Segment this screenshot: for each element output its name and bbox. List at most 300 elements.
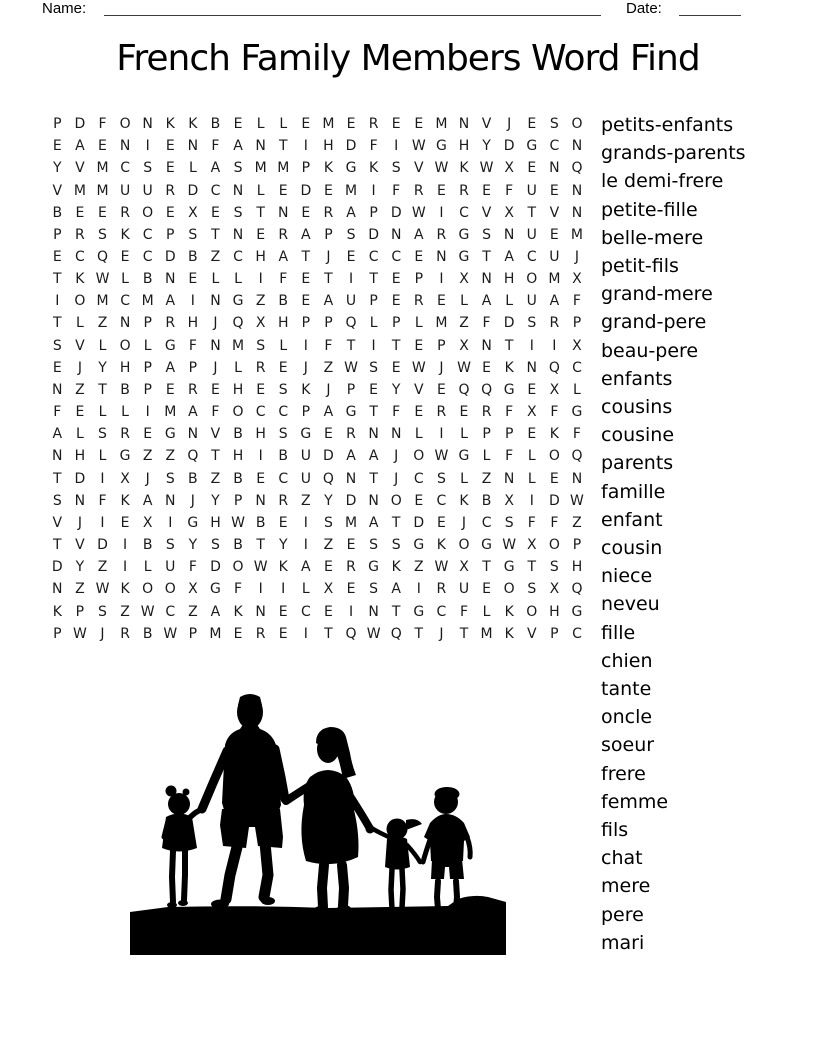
grid-letter: M	[435, 315, 448, 332]
grid-letter: E	[188, 271, 198, 288]
grid-letter: C	[75, 249, 85, 266]
grid-letter: K	[120, 492, 130, 509]
grid-letter: R	[165, 182, 176, 199]
grid-letter: O	[548, 537, 560, 554]
grid-letter: S	[391, 537, 401, 554]
grid-letter: T	[256, 537, 265, 554]
grid-letter: E	[414, 404, 424, 421]
grid-letter: H	[210, 514, 221, 531]
word-list-item: belle-mere	[601, 226, 704, 249]
grid-letter: L	[414, 426, 423, 443]
grid-letter: E	[256, 470, 266, 487]
grid-letter: W	[457, 359, 471, 376]
grid-letter: P	[324, 315, 333, 332]
grid-letter: E	[256, 381, 266, 398]
grid-letter: W	[366, 625, 381, 642]
grid-letter: Z	[97, 315, 108, 332]
grid-letter: D	[368, 226, 379, 243]
grid-letter: K	[233, 603, 243, 620]
grid-letter: Z	[572, 514, 582, 531]
grid-letter: W	[411, 138, 426, 155]
grid-letter: T	[391, 514, 401, 531]
grid-letter: A	[549, 293, 560, 310]
grid-letter: K	[459, 160, 469, 177]
grid-letter: R	[255, 359, 266, 376]
grid-letter: E	[278, 514, 288, 531]
word-list-item: mere	[601, 875, 651, 898]
word-list-item: grands-parents	[601, 142, 746, 165]
grid-letter: F	[392, 182, 401, 199]
grid-letter: T	[301, 249, 311, 266]
grid-letter: T	[369, 470, 378, 487]
grid-letter: P	[75, 603, 85, 620]
word-list-item: le demi-frere	[601, 170, 724, 193]
grid-letter: S	[188, 226, 198, 243]
grid-letter: E	[52, 249, 62, 266]
grid-letter: V	[414, 381, 424, 398]
grid-letter: C	[526, 249, 537, 266]
grid-letter: D	[97, 537, 108, 554]
grid-letter: Q	[345, 315, 357, 332]
grid-letter: M	[164, 404, 177, 421]
grid-letter: O	[571, 116, 583, 133]
grid-letter: H	[458, 138, 470, 155]
grid-letter: D	[187, 182, 199, 199]
grid-letter: E	[165, 204, 175, 221]
grid-letter: Q	[571, 581, 583, 598]
grid-letter: A	[165, 359, 176, 376]
grid-letter: F	[527, 514, 536, 531]
grid-letter: N	[526, 359, 537, 376]
grid-letter: H	[119, 359, 131, 376]
grid-letter: H	[571, 559, 583, 576]
grid-letter: U	[549, 249, 560, 266]
grid-letter: E	[346, 116, 356, 133]
grid-letter: C	[255, 404, 266, 421]
grid-letter: L	[234, 271, 242, 288]
grid-letter: R	[413, 182, 424, 199]
grid-letter: N	[255, 492, 266, 509]
grid-letter: M	[277, 160, 290, 177]
grid-letter: C	[436, 603, 447, 620]
grid-letter: E	[75, 204, 85, 221]
grid-letter: P	[482, 426, 491, 443]
grid-letter: S	[278, 381, 288, 398]
grid-letter: E	[143, 426, 153, 443]
grid-letter: C	[233, 249, 243, 266]
grid-letter: V	[75, 160, 85, 177]
grid-letter: V	[481, 116, 492, 133]
grid-letter: W	[95, 271, 110, 288]
grid-letter: L	[143, 559, 152, 576]
grid-letter: D	[345, 138, 357, 155]
grid-letter: M	[209, 625, 222, 642]
grid-letter: E	[482, 581, 491, 598]
grid-letter: G	[481, 537, 492, 554]
grid-letter: C	[165, 603, 176, 620]
grid-letter: U	[526, 226, 537, 243]
grid-letter: P	[188, 625, 198, 642]
grid-letter: B	[188, 249, 198, 266]
grid-letter: Z	[414, 559, 424, 576]
grid-letter: L	[98, 404, 107, 421]
grid-letter: J	[326, 249, 331, 266]
grid-letter: P	[53, 116, 62, 133]
grid-letter: P	[53, 625, 62, 642]
grid-letter: M	[232, 337, 245, 354]
word-list-item: beau-pere	[601, 339, 699, 362]
grid-letter: G	[503, 381, 515, 398]
grid-letter: I	[100, 514, 105, 531]
grid-letter: O	[458, 537, 470, 554]
grid-letter: E	[323, 182, 333, 199]
grid-letter: N	[74, 492, 86, 509]
grid-letter: H	[323, 138, 334, 155]
grid-letter: B	[142, 625, 153, 642]
grid-letter: N	[390, 426, 402, 443]
grid-letter: H	[232, 448, 244, 465]
grid-letter: L	[369, 315, 378, 332]
grid-letter: T	[211, 226, 220, 243]
grid-letter: A	[210, 603, 221, 620]
grid-letter: B	[142, 537, 153, 554]
grid-letter: S	[52, 492, 62, 509]
grid-letter: B	[278, 448, 289, 465]
grid-letter: S	[165, 470, 175, 487]
grid-letter: M	[548, 271, 561, 288]
name-label: Name:	[42, 0, 87, 17]
grid-letter: E	[346, 581, 356, 598]
grid-letter: A	[301, 559, 311, 576]
grid-letter: J	[394, 448, 399, 465]
grid-letter: X	[572, 271, 582, 288]
grid-letter: U	[526, 182, 537, 199]
grid-letter: D	[323, 448, 334, 465]
grid-letter: P	[166, 226, 175, 243]
grid-letter: X	[459, 271, 469, 288]
word-list-item: fille	[601, 621, 636, 644]
grid-letter: S	[391, 160, 401, 177]
grid-letter: E	[527, 116, 537, 133]
grid-letter: C	[278, 470, 289, 487]
grid-letter: I	[145, 404, 150, 421]
grid-letter: F	[505, 182, 514, 199]
grid-letter: V	[414, 160, 424, 177]
grid-letter: C	[142, 226, 153, 243]
grid-letter: L	[482, 603, 491, 620]
grid-letter: F	[505, 404, 514, 421]
grid-letter: B	[255, 514, 266, 531]
grid-letter: A	[481, 293, 492, 310]
grid-letter: R	[278, 492, 289, 509]
grid-letter: I	[348, 271, 354, 288]
grid-letter: B	[278, 293, 289, 310]
grid-letter: A	[188, 404, 198, 421]
grid-letter: N	[345, 470, 357, 487]
grid-letter: Z	[323, 359, 334, 376]
grid-letter: L	[121, 404, 129, 421]
grid-letter: P	[437, 337, 446, 354]
grid-letter: E	[549, 226, 559, 243]
grid-letter: E	[323, 603, 333, 620]
grid-letter: P	[143, 381, 152, 398]
grid-letter: R	[481, 404, 492, 421]
grid-letter: F	[98, 492, 107, 509]
grid-letter: T	[98, 381, 107, 398]
grid-letter: S	[98, 226, 107, 243]
grid-letter: N	[368, 492, 379, 509]
grid-letter: T	[369, 404, 378, 421]
word-list-item: oncle	[601, 706, 653, 729]
grid-letter: D	[300, 182, 312, 199]
grid-letter: I	[145, 138, 150, 155]
grid-letter: I	[303, 138, 308, 155]
grid-letter: S	[143, 160, 153, 177]
grid-letter: C	[549, 138, 560, 155]
grid-letter: R	[255, 625, 266, 642]
grid-letter: N	[549, 160, 560, 177]
grid-letter: W	[479, 160, 494, 177]
grid-letter: Q	[187, 448, 199, 465]
grid-letter: T	[211, 448, 220, 465]
grid-letter: P	[504, 426, 514, 443]
grid-letter: R	[120, 426, 130, 443]
grid-letter: P	[572, 315, 582, 332]
grid-letter: E	[323, 426, 333, 443]
grid-letter: L	[256, 116, 265, 133]
grid-letter: C	[572, 359, 582, 376]
word-list-item: chat	[601, 847, 643, 870]
grid-letter: G	[413, 537, 425, 554]
word-list-item: soeur	[601, 734, 655, 757]
grid-letter: A	[368, 514, 379, 531]
grid-letter: F	[279, 271, 288, 288]
grid-letter: R	[368, 116, 379, 133]
grid-letter: F	[98, 116, 107, 133]
grid-letter: J	[100, 625, 105, 642]
grid-letter: J	[77, 359, 82, 376]
grid-letter: B	[233, 470, 243, 487]
grid-letter: K	[301, 381, 311, 398]
grid-letter: T	[414, 625, 424, 642]
grid-letter: N	[52, 581, 63, 598]
word-list-item: chien	[601, 649, 653, 672]
grid-letter: G	[232, 293, 244, 310]
grid-letter: O	[142, 204, 154, 221]
grid-letter: L	[279, 116, 288, 133]
grid-letter: E	[233, 116, 243, 133]
grid-letter: N	[187, 426, 199, 443]
grid-letter: K	[52, 603, 62, 620]
grid-letter: G	[187, 514, 199, 531]
grid-letter: G	[458, 226, 470, 243]
grid-letter: I	[303, 537, 308, 554]
grid-letter: Q	[390, 625, 402, 642]
grid-letter: F	[53, 404, 62, 421]
grid-letter: R	[346, 559, 356, 576]
grid-letter: F	[188, 337, 197, 354]
grid-letter: N	[571, 204, 583, 221]
grid-letter: Q	[481, 381, 493, 398]
grid-letter: E	[391, 293, 401, 310]
grid-letter: K	[165, 116, 175, 133]
grid-letter: E	[301, 271, 311, 288]
grid-letter: D	[548, 492, 560, 509]
grid-letter: A	[346, 204, 356, 221]
grid-letter: K	[504, 603, 514, 620]
grid-letter: N	[571, 138, 583, 155]
grid-letter: R	[346, 426, 356, 443]
grid-letter: W	[72, 625, 87, 642]
grid-letter: L	[505, 293, 514, 310]
grid-letter: S	[369, 359, 379, 376]
grid-letter: M	[344, 514, 358, 531]
grid-letter: G	[571, 404, 583, 421]
grid-letter: Z	[75, 581, 85, 598]
grid-letter: E	[52, 359, 62, 376]
page-title: French Family Members Word Find	[116, 38, 700, 79]
grid-letter: V	[526, 625, 537, 642]
grid-letter: H	[232, 381, 244, 398]
grid-letter: R	[120, 204, 130, 221]
grid-letter: A	[323, 293, 334, 310]
grid-letter: X	[504, 492, 514, 509]
grid-letter: P	[324, 226, 333, 243]
word-list	[601, 111, 811, 957]
grid-letter: P	[233, 492, 243, 509]
grid-letter: I	[371, 337, 376, 354]
grid-letter: K	[323, 160, 334, 177]
grid-letter: T	[504, 337, 514, 354]
grid-letter: F	[188, 559, 197, 576]
grid-letter: G	[345, 404, 357, 421]
grid-letter: O	[119, 337, 131, 354]
grid-letter: E	[346, 537, 356, 554]
grid-letter: N	[368, 426, 379, 443]
grid-letter: E	[120, 249, 130, 266]
word-list-item: cousine	[601, 424, 675, 447]
grid-letter: K	[436, 537, 446, 554]
grid-letter: L	[527, 448, 536, 465]
grid-letter: K	[369, 160, 379, 177]
grid-letter: L	[414, 315, 423, 332]
grid-letter: S	[323, 514, 333, 531]
grid-letter: V	[75, 337, 85, 354]
grid-letter: Q	[232, 315, 244, 332]
grid-letter: F	[550, 404, 559, 421]
grid-letter: Q	[548, 359, 560, 376]
grid-letter: Z	[210, 249, 221, 266]
word-list-item: pere	[601, 903, 644, 926]
grid-letter: J	[439, 625, 444, 642]
grid-letter: Z	[142, 448, 153, 465]
grid-letter: W	[253, 559, 268, 576]
grid-letter: B	[233, 426, 243, 443]
grid-letter: H	[74, 448, 86, 465]
grid-letter: D	[345, 492, 357, 509]
grid-letter: E	[98, 204, 107, 221]
grid-letter: P	[301, 160, 311, 177]
word-list-item: grand-mere	[601, 283, 713, 306]
grid-letter: X	[255, 315, 266, 332]
word-list-item: frere	[601, 762, 646, 785]
grid-letter: R	[165, 315, 176, 332]
grid-letter: P	[369, 293, 378, 310]
grid-letter: E	[165, 138, 175, 155]
grid-letter: E	[436, 514, 446, 531]
grid-letter: H	[503, 271, 515, 288]
grid-letter: Z	[75, 381, 85, 398]
grid-letter: S	[482, 226, 492, 243]
grid-letter: S	[256, 337, 266, 354]
word-list-item: petite-fille	[601, 198, 698, 221]
grid-letter: F	[234, 581, 243, 598]
grid-letter: U	[526, 293, 537, 310]
grid-letter: T	[391, 603, 401, 620]
grid-letter: S	[98, 603, 107, 620]
grid-letter: Z	[188, 603, 198, 620]
grid-letter: M	[73, 182, 86, 199]
grid-letter: E	[278, 182, 288, 199]
grid-letter: L	[482, 448, 491, 465]
grid-letter: P	[550, 625, 559, 642]
grid-letter: B	[142, 271, 153, 288]
grid-letter: E	[391, 116, 401, 133]
grid-letter: S	[369, 537, 379, 554]
grid-letter: E	[211, 204, 220, 221]
grid-letter: R	[459, 182, 469, 199]
grid-letter: O	[232, 559, 244, 576]
grid-letter: E	[549, 470, 559, 487]
grid-letter: N	[210, 293, 221, 310]
grid-letter: Z	[301, 492, 311, 509]
grid-letter: Z	[165, 448, 176, 465]
grid-letter: E	[52, 138, 62, 155]
grid-letter: I	[281, 581, 286, 598]
grid-letter: X	[526, 537, 537, 554]
grid-letter: V	[549, 204, 560, 221]
grid-letter: P	[391, 315, 401, 332]
grid-letter: D	[503, 138, 515, 155]
grid-letter: Q	[571, 160, 583, 177]
grid-letter: O	[232, 404, 244, 421]
word-list-item: parents	[601, 452, 674, 475]
grid-letter: J	[213, 315, 218, 332]
grid-letter: A	[301, 226, 311, 243]
grid-letter: U	[300, 470, 311, 487]
grid-letter: S	[369, 581, 379, 598]
grid-letter: R	[436, 581, 447, 598]
grid-letter: N	[255, 603, 266, 620]
family-silhouette-image	[128, 685, 506, 957]
grid-letter: L	[143, 337, 152, 354]
grid-letter: I	[258, 581, 263, 598]
grid-letter: I	[100, 470, 105, 487]
grid-letter: J	[461, 514, 467, 531]
grid-letter: O	[526, 603, 538, 620]
grid-letter: X	[323, 581, 334, 598]
grid-letter: L	[98, 337, 107, 354]
grid-letter: U	[142, 182, 153, 199]
grid-letter: K	[75, 271, 85, 288]
grid-letter: G	[435, 138, 447, 155]
grid-letter: N	[436, 249, 447, 266]
grid-letter: P	[301, 404, 311, 421]
name-fill-line	[104, 0, 601, 16]
grid-letter: R	[187, 381, 198, 398]
grid-letter: G	[119, 448, 131, 465]
grid-letter: S	[346, 226, 356, 243]
